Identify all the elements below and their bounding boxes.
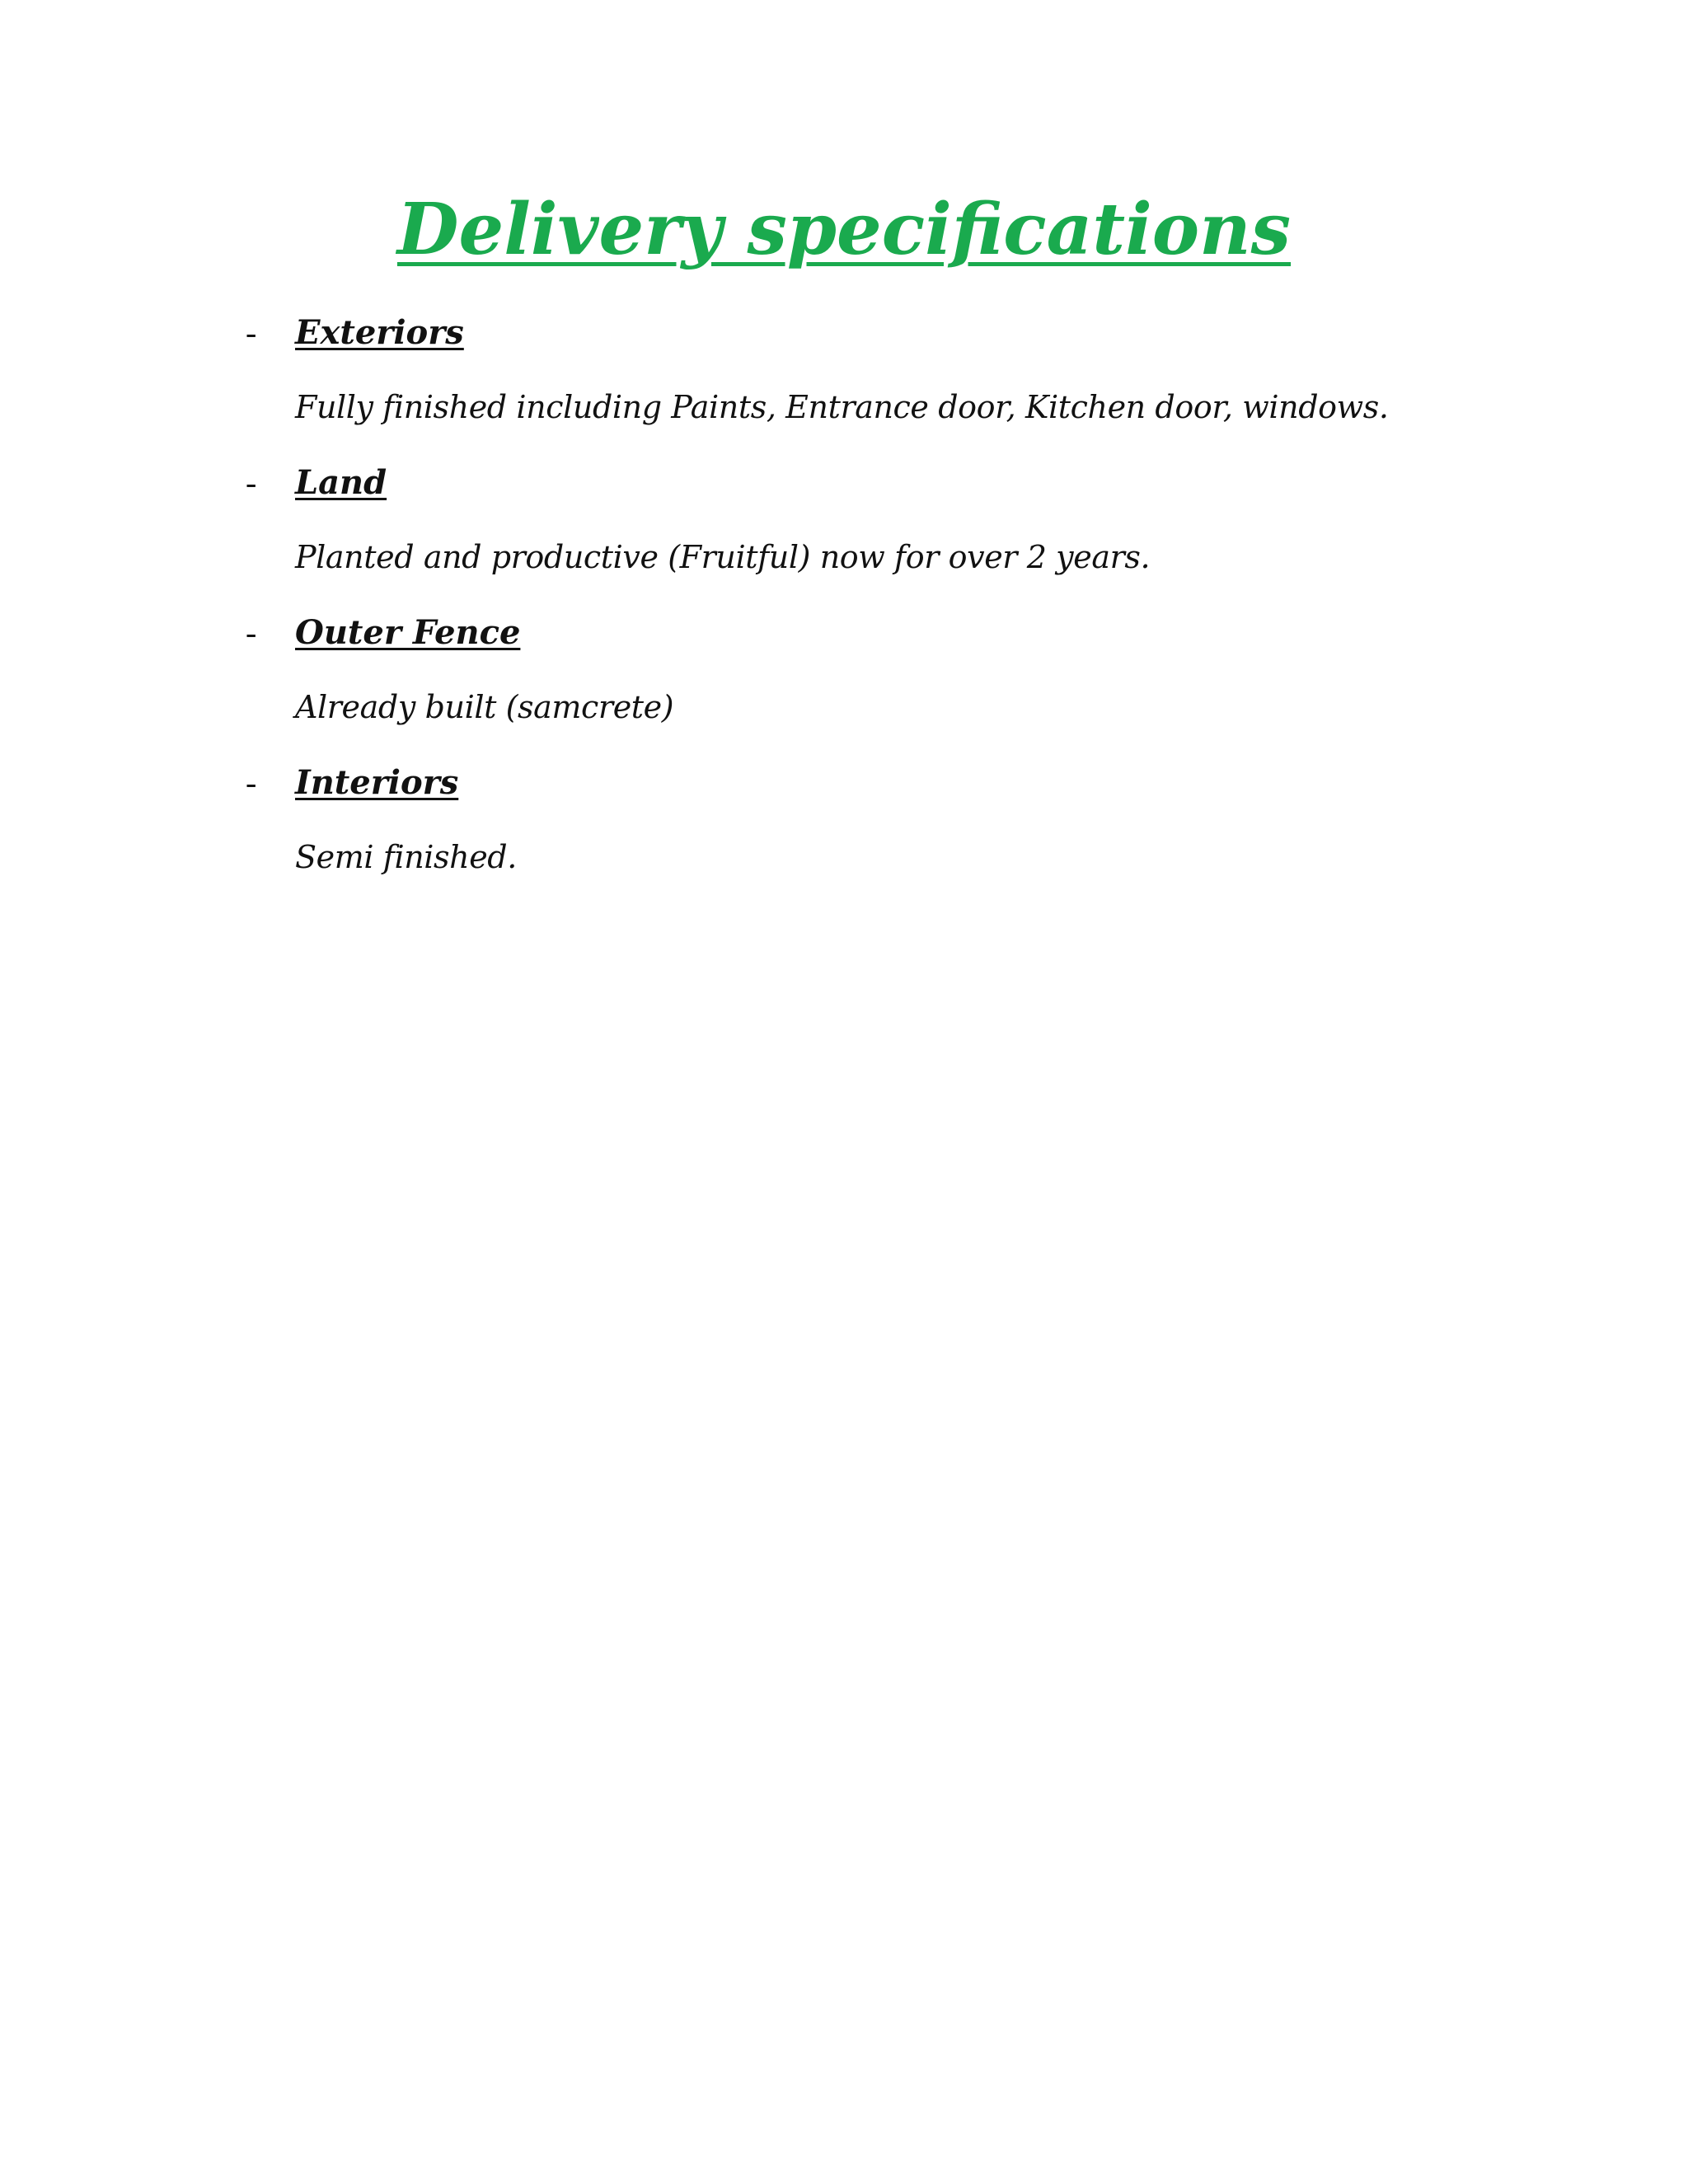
spec-description: Already built (samcrete) (295, 689, 674, 725)
spec-heading: Interiors (295, 763, 459, 802)
spec-heading: Outer Fence (295, 613, 521, 652)
spec-item-land (0, 460, 1688, 610)
spec-item-exteriors (0, 310, 1688, 460)
spec-description: Semi finished. (295, 839, 517, 875)
spec-item-outer-fence (0, 610, 1688, 760)
bullet-dash: - (246, 314, 257, 351)
spec-item-interiors (0, 760, 1688, 910)
spec-heading: Exteriors (295, 313, 464, 352)
bullet-dash: - (246, 614, 257, 651)
page-title: Delivery specifications (396, 188, 1292, 271)
spec-description: Fully finished including Paints, Entrance door, Kitchen door, windows. (295, 389, 1389, 425)
spec-description: Planted and productive (Fruitful) now for over 2 years. (295, 539, 1151, 575)
spec-list (0, 310, 1688, 910)
bullet-dash: - (246, 764, 257, 801)
bullet-dash: - (246, 464, 257, 501)
spec-heading: Land (295, 463, 387, 502)
